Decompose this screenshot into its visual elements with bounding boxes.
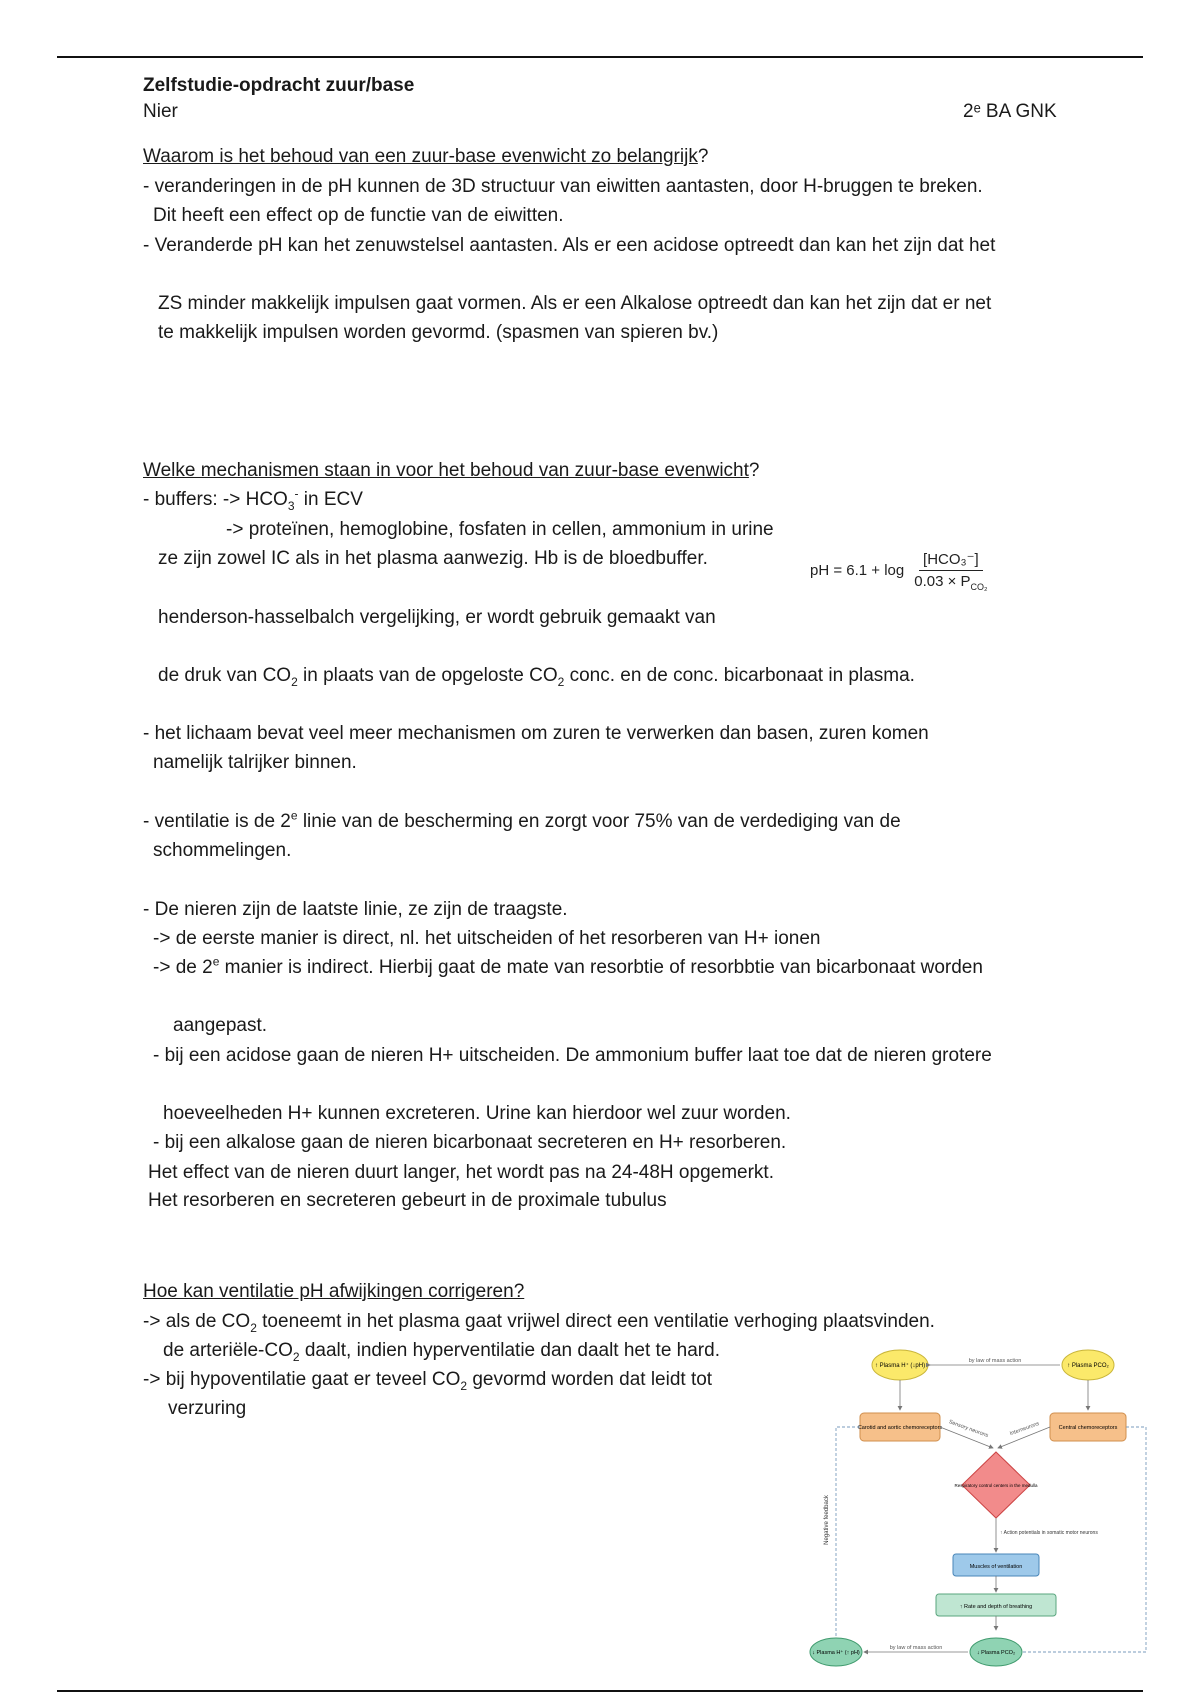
formula-den-text: 0.03 × P (914, 573, 971, 590)
line5-sub1: 2 (291, 674, 298, 689)
s3-line1-sub: 2 (250, 1320, 257, 1335)
section2-line: -> proteïnen, hemoglobine, fosfaten in cellen, ammonium in urine (226, 519, 774, 540)
line12-b: manier is indirect. Hierbij gaat de mate van resorbtie of resorbbtie van bicarbonaat worden (219, 957, 983, 978)
carotid-label: Carotid and aortic chemoreceptors (857, 1425, 943, 1431)
formula-lhs: pH = 6.1 + log (810, 561, 905, 579)
line12-a: -> de 2 (153, 957, 213, 978)
section3-question: Hoe kan ventilatie pH afwijkingen corrigeren? (143, 1281, 525, 1302)
line5-sub2: 2 (557, 674, 565, 689)
section2-line: - het lichaam bevat veel meer mechanismen om zuren te verwerken dan basen, zuren komen (143, 723, 929, 744)
line8-b: linie van de bescherming en zorgt voor 75% van de verdediging van de (297, 811, 901, 832)
section2-question (143, 459, 759, 483)
formula-fraction (910, 550, 991, 590)
interneurons-label: Interneurons (1009, 1420, 1041, 1438)
section2-line: - bij een acidose gaan de nieren H+ uitscheiden. De ammonium buffer laat toe dat de nieren grotere (153, 1045, 992, 1066)
document-title: Zelfstudie-opdracht zuur/base (143, 75, 415, 96)
buffers-prefix: - buffers: -> HCO (143, 489, 288, 510)
section2-line: hoeveelheden H+ kunnen excreteren. Urine kan hierdoor wel zuur worden. (163, 1103, 791, 1124)
section3-line (143, 1310, 935, 1334)
s3-line3-a: -> bij hypoventilatie gaat er teveel CO (143, 1369, 461, 1390)
central-label: Central chemoreceptors (1058, 1425, 1118, 1431)
line12-sup: e (212, 954, 220, 969)
feedback-loop-right (1022, 1427, 1146, 1652)
s3-line2-sub: 2 (292, 1349, 300, 1364)
section2-question-mark: ? (748, 460, 760, 481)
action-potentials-label: ↑ Action potentials in somatic motor neurons (1000, 1530, 1098, 1536)
line5-a: de druk van CO (158, 665, 292, 686)
buffers-sub: 3 (287, 498, 295, 513)
line5-b: in plaats van de opgeloste CO (297, 665, 558, 686)
plasma-h-top-label: ↑ Plasma H⁺ (↓pH) (874, 1363, 926, 1369)
s3-line3-b: gevormd worden dat leidt tot (467, 1369, 713, 1390)
formula-den-sub: CO₂ (970, 582, 988, 592)
line5-c: conc. en de conc. bicarbonaat in plasma. (564, 665, 915, 686)
buffers-line (143, 488, 363, 512)
bottom-rule (57, 1690, 1143, 1692)
section1-line: - veranderingen in de pH kunnen de 3D structuur van eiwitten aantasten, door H-bruggen te breken. (143, 176, 983, 197)
line8-sup: e (290, 808, 298, 823)
section2-line: - bij een alkalose gaan de nieren bicarbonaat secreteren en H+ resorberen. (153, 1132, 787, 1153)
plasma-pco2-bottom-label: ↓ Plasma PCO₂ (976, 1650, 1016, 1656)
law-bottom-label: by law of mass action (889, 1645, 943, 1651)
section2-question-text: Welke mechanismen staan in voor het behoud van zuur-base evenwicht (143, 460, 749, 481)
plasma-pco2-top-label: ↑ Plasma PCO₂ (1067, 1363, 1109, 1369)
section2-line: Het resorberen en secreteren gebeurt in de proximale tubulus (148, 1190, 667, 1211)
section2-line: -> de eerste manier is direct, nl. het uitscheiden of het resorberen van H+ ionen (153, 928, 821, 949)
feedback-loop-left (836, 1427, 860, 1638)
law-top-label: by law of mass action (968, 1358, 1022, 1364)
formula-denominator (910, 571, 991, 590)
section1-line: te makkelijk impulsen worden gevormd. (spasmen van spieren bv.) (158, 322, 719, 343)
line8-a: - ventilatie is de 2 (143, 811, 291, 832)
feedback-label: Negative feedback (824, 1495, 830, 1545)
section1-question-text: Waarom is het behoud van een zuur-base evenwicht zo belangrijk (143, 146, 698, 167)
s3-line1-b: toeneemt in het plasma gaat vrijwel direct een ventilatie verhoging plaatsvinden. (256, 1311, 935, 1332)
muscles-label: Muscles of ventilation (969, 1564, 1023, 1570)
s3-line2-a: de arteriële-CO (163, 1340, 293, 1361)
sensory-label: Sensory neurons (947, 1419, 989, 1439)
section2-line: henderson-hasselbalch vergelijking, er wordt gebruik gemaakt van (158, 607, 716, 628)
formula-numerator: [HCO₃⁻] (919, 550, 983, 571)
section2-line (153, 956, 983, 980)
section2-line: Het effect van de nieren duurt langer, het wordt pas na 24-48H opgemerkt. (148, 1162, 774, 1183)
section2-line: schommelingen. (153, 840, 292, 861)
section2-line: aangepast. (173, 1015, 268, 1036)
s3-line2-b: daalt, indien hyperventilatie dan daalt het te hard. (299, 1340, 720, 1361)
section1-question-mark: ? (697, 146, 709, 167)
s3-line1-a: -> als de CO (143, 1311, 251, 1332)
document-subtitle: Nier (143, 101, 178, 122)
henderson-hasselbalch-formula (810, 550, 992, 590)
top-rule (57, 56, 1143, 58)
buffers-suffix: in ECV (298, 489, 363, 510)
section2-line: - De nieren zijn de laatste linie, ze zijn de traagste. (143, 899, 568, 920)
section2-line: namelijk talrijker binnen. (153, 752, 357, 773)
course-label: 2ᵉ BA GNK (963, 101, 1057, 122)
section1-line: Dit heeft een effect op de functie van de eiwitten. (153, 205, 564, 226)
s3-line3-sub: 2 (460, 1378, 468, 1393)
section3-line (163, 1339, 720, 1363)
section2-line (143, 810, 901, 834)
section3-line (143, 1368, 712, 1392)
rate-label: ↑ Rate and depth of breathing (959, 1604, 1033, 1610)
section1-line: ZS minder makkelijk impulsen gaat vormen. Als er een Alkalose optreedt dan kan het zijn dat er net (158, 293, 992, 314)
chemoreceptor-reflex-diagram (808, 1340, 1158, 1670)
section2-line (158, 664, 915, 688)
section2-line: ze zijn zowel IC als in het plasma aanwezig. Hb is de bloedbuffer. (158, 548, 708, 569)
plasma-h-bottom-label: ↓ Plasma H⁺ (↑ pH) (812, 1650, 860, 1656)
buffers-sup: - (294, 486, 299, 501)
respiratory-center-label: Respiratory control centers in the medulla (954, 1483, 1038, 1488)
section3-line: verzuring (168, 1398, 247, 1419)
section1-question (143, 145, 708, 169)
section1-line: - Veranderde pH kan het zenuwstelsel aantasten. Als er een acidose optreedt dan kan het zijn dat het (143, 235, 996, 256)
